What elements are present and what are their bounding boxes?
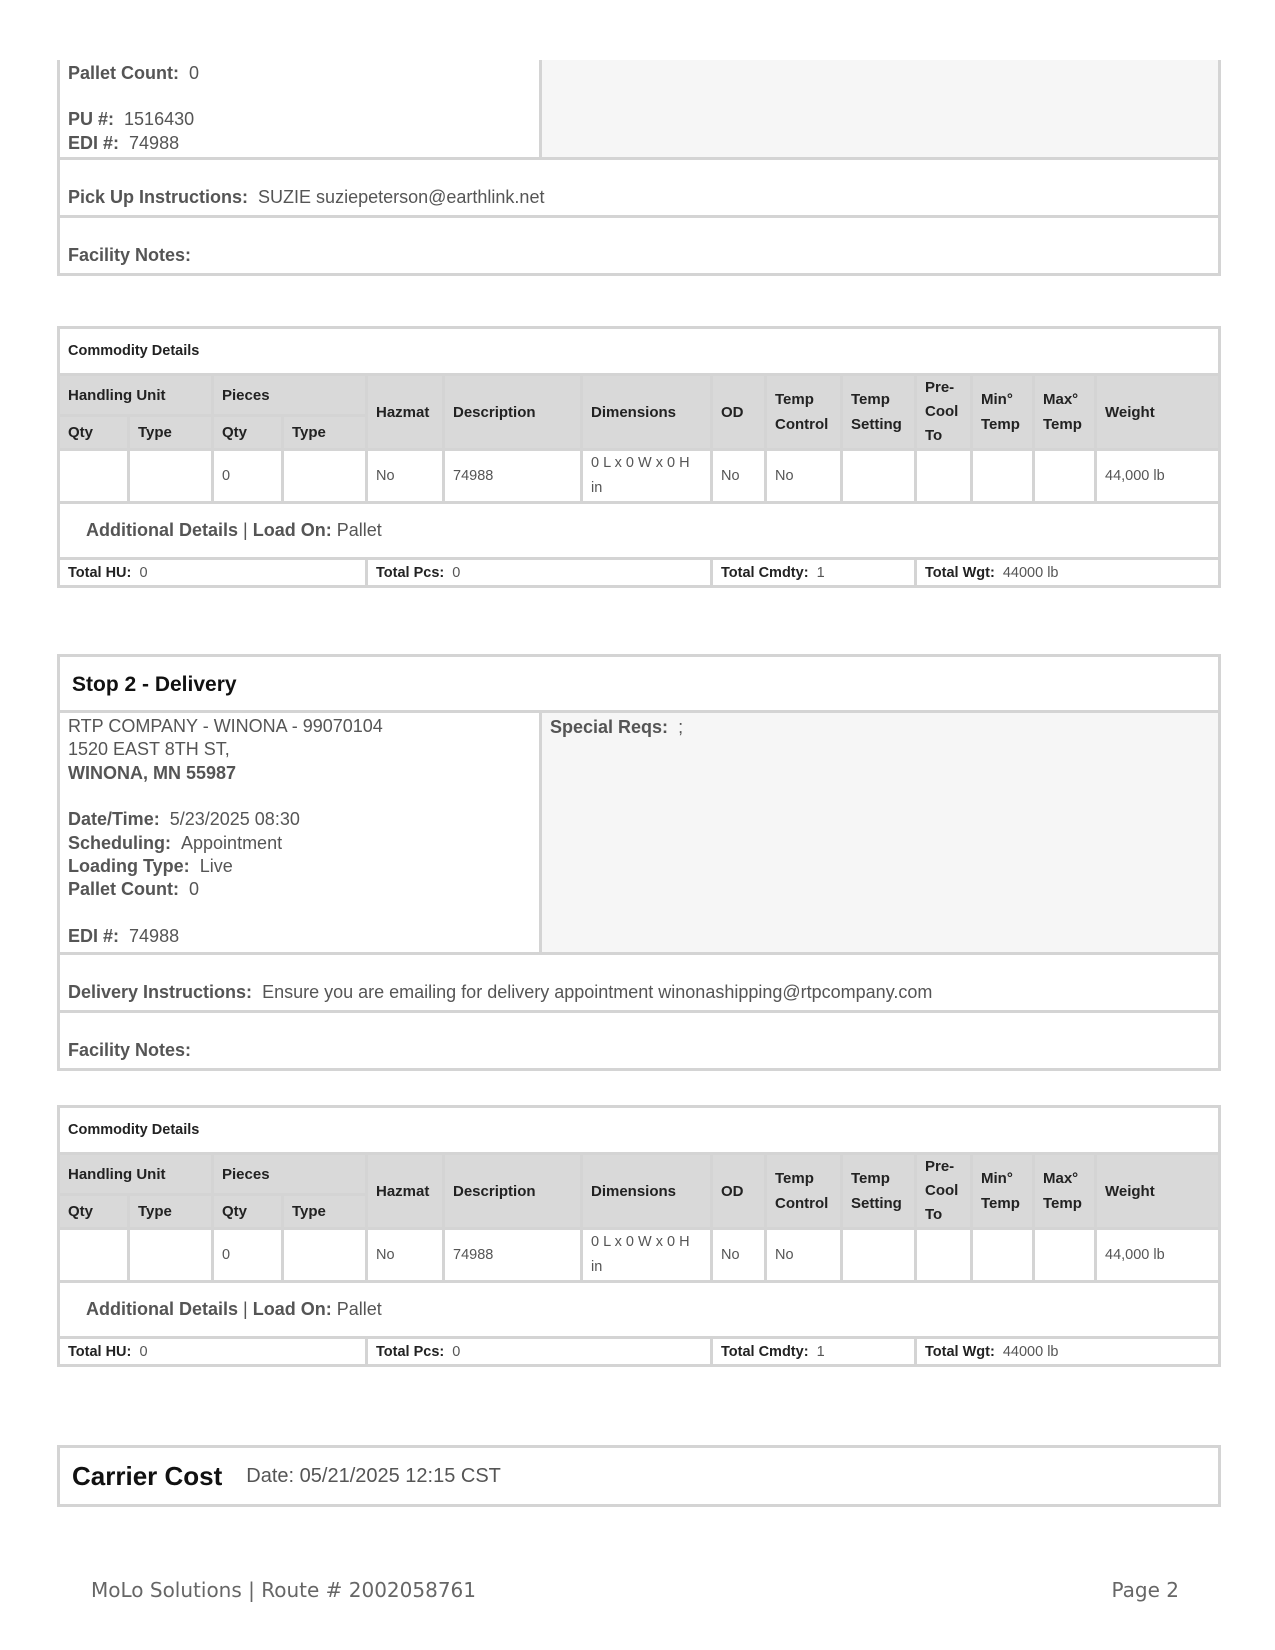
cell-hazmat: No [367,450,444,503]
commodity-title: Commodity Details [59,328,1220,375]
total-hu: Total HU: 0 [59,559,367,587]
cell-temp-control: No [766,450,842,503]
stop1-right-column [542,60,1218,157]
footer-page-number: Page 2 [1111,1578,1179,1602]
stop1-details [60,60,1218,160]
cell-pcs-type [283,1229,367,1282]
commodity-table-2 [57,1105,1221,1367]
stop1-left-column [60,60,542,157]
stop2-city-state-zip: WINONA, MN 55987 [68,762,237,783]
cell-temp-setting [842,450,916,503]
total-cmdty: Total Cmdty: 1 [712,559,916,587]
cell-weight: 44,000 lb [1096,450,1220,503]
stop2-datetime: Date/Time: 5/23/2025 08:30 [68,809,300,830]
header-handling-unit: Handling Unit [59,375,213,416]
total-wgt: Total Wgt: 44000 lb [916,1338,1220,1366]
header-pcs-qty: Qty [213,1195,283,1229]
stop2-pallet-count: Pallet Count: 0 [68,879,200,900]
header-hu-qty: Qty [59,1195,129,1229]
stop2-left-column [60,713,542,952]
footer-route: MoLo Solutions | Route # 2002058761 [91,1578,476,1602]
header-pcs-type: Type [283,1195,367,1229]
stop2-details [60,713,1218,955]
cell-hu-qty [59,1229,129,1282]
carrier-cost-title: Carrier Cost [72,1460,223,1491]
header-temp-setting: Temp Setting [842,375,916,450]
header-temp-setting: Temp Setting [842,1154,916,1229]
header-pieces: Pieces [213,375,367,416]
cell-max-temp [1034,450,1096,503]
header-od: OD [712,1154,766,1229]
stop2-title: Stop 2 - Delivery [60,657,1218,713]
cell-hazmat: No [367,1229,444,1282]
header-hu-type: Type [129,416,213,450]
cell-hu-type [129,1229,213,1282]
cell-hu-type [129,450,213,503]
cell-pcs-qty: 0 [213,450,283,503]
stop1-edi-number: EDI #: 74988 [68,132,180,153]
table-row [59,1229,1220,1282]
cell-description: 74988 [444,1229,582,1282]
header-handling-unit: Handling Unit [59,1154,213,1195]
total-hu: Total HU: 0 [59,1338,367,1366]
commodity-table-1 [57,326,1221,588]
cell-dimensions: 0 L x 0 W x 0 H in [582,1229,712,1282]
cell-min-temp [972,450,1034,503]
header-description: Description [444,1154,582,1229]
stop1-pickup-instructions: Pick Up Instructions: SUZIE suziepeterson@earthlink.net [60,160,1218,218]
carrier-cost-date: Date: 05/21/2025 12:15 CST [246,1464,501,1487]
header-temp-control: Temp Control [766,1154,842,1229]
header-max-temp: Max° Temp [1034,375,1096,450]
stop2-scheduling: Scheduling: Appointment [68,832,283,853]
stop2-special-reqs: Special Reqs: ; [542,713,1218,952]
cell-weight: 44,000 lb [1096,1229,1220,1282]
cell-max-temp [1034,1229,1096,1282]
header-description: Description [444,375,582,450]
header-od: OD [712,375,766,450]
stop2-edi-number: EDI #: 74988 [68,925,180,946]
header-weight: Weight [1096,1154,1220,1229]
total-wgt: Total Wgt: 44000 lb [916,559,1220,587]
commodity-title: Commodity Details [59,1107,1220,1154]
cell-od: No [712,450,766,503]
header-weight: Weight [1096,375,1220,450]
header-min-temp: Min° Temp [972,1154,1034,1229]
cell-hu-qty [59,450,129,503]
stop1-facility-notes: Facility Notes: [68,245,192,266]
header-hazmat: Hazmat [367,1154,444,1229]
header-dimensions: Dimensions [582,1154,712,1229]
cell-od: No [712,1229,766,1282]
total-pcs: Total Pcs: 0 [367,559,712,587]
stop2-address: 1520 EAST 8TH ST, [68,739,230,760]
header-max-temp: Max° Temp [1034,1154,1096,1229]
carrier-cost-section [57,1445,1221,1507]
header-pcs-qty: Qty [213,416,283,450]
header-dimensions: Dimensions [582,375,712,450]
header-precool: Pre- Cool To [916,1154,972,1229]
additional-details: Additional Details | Load On: Pallet [59,503,1220,559]
cell-pcs-qty: 0 [213,1229,283,1282]
cell-min-temp [972,1229,1034,1282]
totals-row [59,559,1220,587]
cell-temp-control: No [766,1229,842,1282]
stop1-section [57,60,1221,276]
additional-details: Additional Details | Load On: Pallet [59,1282,1220,1338]
cell-temp-setting [842,1229,916,1282]
header-pieces: Pieces [213,1154,367,1195]
cell-precool [916,450,972,503]
cell-description: 74988 [444,450,582,503]
totals-row [59,1338,1220,1366]
stop2-delivery-instructions: Delivery Instructions: Ensure you are emailing for delivery appointment winonashipping@rtpcompany.com [60,955,1218,1013]
total-pcs: Total Pcs: 0 [367,1338,712,1366]
stop2-loading-type: Loading Type: Live [68,856,233,877]
cell-precool [916,1229,972,1282]
stop2-facility-notes: Facility Notes: [68,1040,192,1061]
stop1-pu-number: PU #: 1516430 [68,109,195,130]
header-temp-control: Temp Control [766,375,842,450]
stop2-section [57,654,1221,1071]
stop2-company: RTP COMPANY - WINONA - 99070104 [68,716,383,736]
table-row [59,450,1220,503]
header-min-temp: Min° Temp [972,375,1034,450]
header-hu-type: Type [129,1195,213,1229]
cell-dimensions: 0 L x 0 W x 0 H in [582,450,712,503]
header-hazmat: Hazmat [367,375,444,450]
header-precool: Pre- Cool To [916,375,972,450]
cell-pcs-type [283,450,367,503]
header-hu-qty: Qty [59,416,129,450]
total-cmdty: Total Cmdty: 1 [712,1338,916,1366]
header-pcs-type: Type [283,416,367,450]
stop1-pallet-count: Pallet Count: 0 [68,63,200,83]
